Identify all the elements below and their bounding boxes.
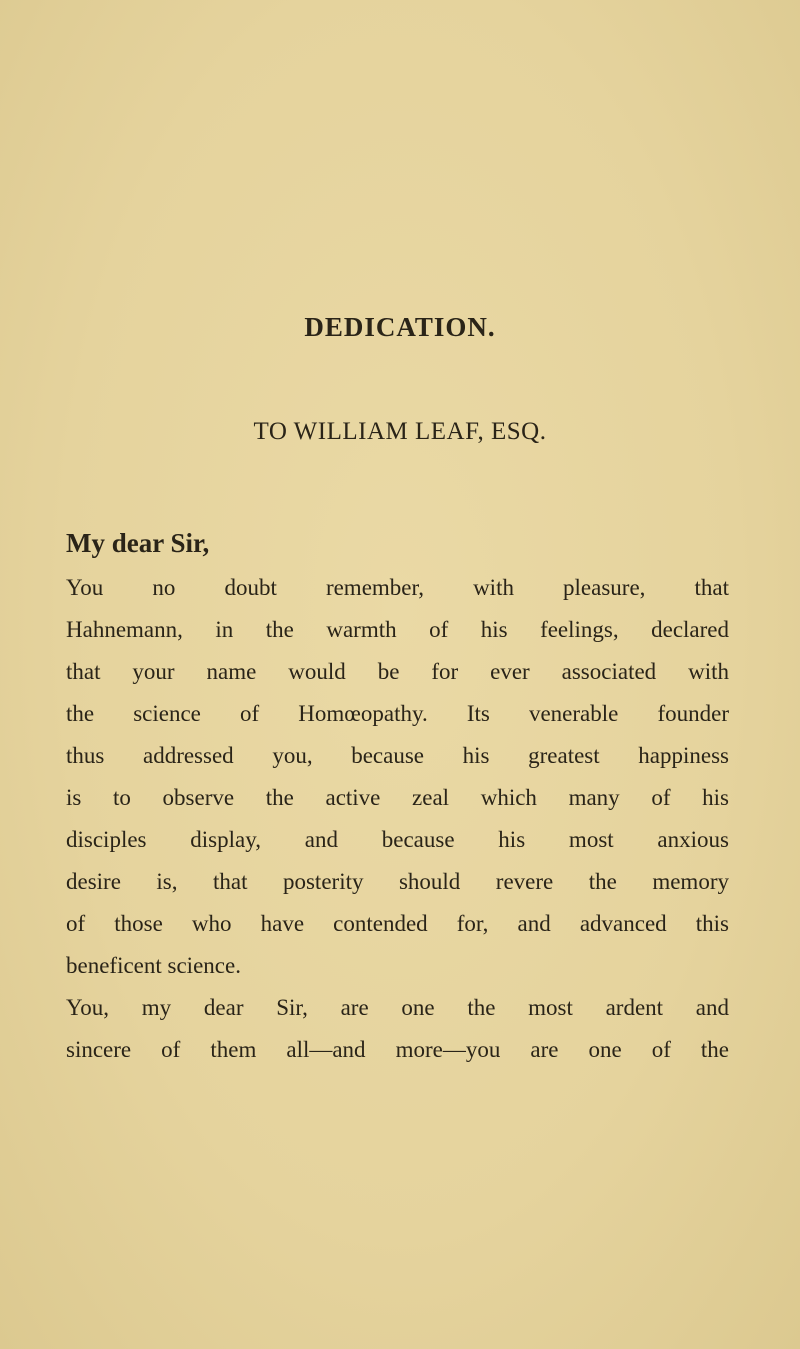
dedication-heading: DEDICATION.: [304, 312, 496, 342]
text-line: desire is, that posterity should revere the memory: [66, 869, 729, 894]
text-line: You no doubt remember, with pleasure, that: [66, 575, 729, 600]
text-line: sincere of them all—and more—you are one of the: [66, 1037, 729, 1062]
text-line: You, my dear Sir, are one the most ardent and: [66, 995, 729, 1020]
text-line: of those who have contended for, and advanced this: [66, 911, 729, 936]
recipient-line: TO WILLIAM LEAF, ESQ.: [253, 418, 547, 445]
text-line: that your name would be for ever associated with: [66, 659, 729, 684]
text-line: thus addressed you, because his greatest happiness: [66, 743, 729, 768]
dedication-body: [66, 567, 729, 1071]
text-line: disciples display, and because his most anxious: [66, 827, 729, 852]
text-line: beneficent science.: [66, 953, 241, 978]
text-line: the science of Homœopathy. Its venerable founder: [66, 701, 729, 726]
text-line: Hahnemann, in the warmth of his feelings, declared: [66, 617, 729, 642]
text-line: is to observe the active zeal which many of his: [66, 785, 729, 810]
salutation: My dear Sir,: [66, 528, 210, 558]
